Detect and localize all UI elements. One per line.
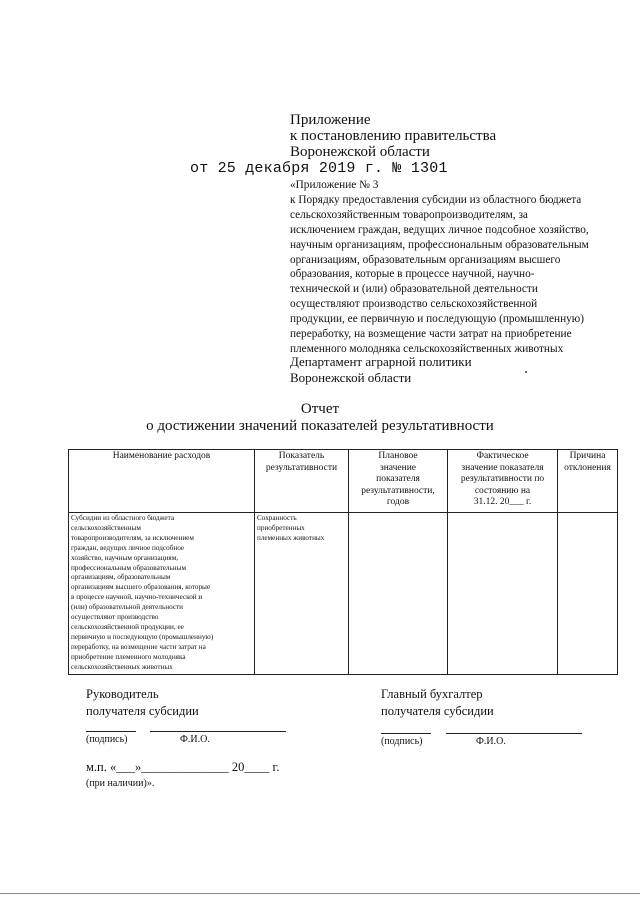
cell-planned-value [349,513,448,675]
expense-text-line: организациям, образовательным [71,573,171,582]
signature-caption: (подпись) [381,736,423,747]
expense-text-line: приобретение племенного молодняка [71,652,186,661]
report-title: Отчет [300,401,340,417]
expense-text-line: сельскохозяйственной продукции, ее [71,622,184,631]
department-line-2: Воронежской области [290,370,412,385]
signature-caption: (подпись) [86,734,128,745]
name-line [446,733,582,734]
results-table [68,449,618,675]
header-text-line: Плановое [378,451,418,461]
region-name: Воронежской области [290,144,430,160]
header-text-line: результативности по [460,474,545,485]
indicator-text-line: племенных животных [257,533,325,542]
cell-indicator [255,513,349,675]
appendix-text-line: научным организациям, профессиональным образовательным [290,238,589,251]
appendix-title: «Приложение № 3 [290,179,379,191]
expense-text-line: в процессе научной, научно-технической и [71,593,203,602]
cell-expense-name [69,513,255,675]
appendix-text-line: продукции, ее первичную и последующую (промышленную) [290,313,584,326]
name-caption: Ф.И.О. [180,734,210,745]
signatory-accountant-org: получателя субсидии [381,704,494,718]
header-deviation-reason [558,450,618,513]
header-text-line: результативности, [361,485,435,496]
expense-text-line: сельскохозяйственных животных [71,662,173,671]
header-text-line: состоянию на [474,485,531,496]
indicator-text-line: приобретенных [257,523,305,532]
expense-text-line: граждан, ведущих личное подсобное [71,543,185,552]
department-line-1: Департамент аграрной политики [290,354,472,369]
expense-text-line: осуществляют производство [71,613,159,622]
appendix-text-line: технической и (или) образовательной деятельности [290,283,538,296]
appendix-block [290,178,620,357]
expense-text-line: первичную и последующую (промышленную) [71,632,214,641]
header-expense-name [69,450,255,513]
appendix-text [290,193,620,357]
header-text-line: Показатель [278,451,325,461]
page-bottom-rule [0,893,640,894]
expense-text-line: организациям высшего образования, которые [71,583,211,592]
stamp-note: (при наличии)». [86,778,155,789]
expense-text-line: (или) образовательной деятельности [71,603,184,612]
header-planned-value [349,450,448,513]
expense-text-line: переработку, на возмещение части затрат на [71,642,206,651]
appendix-text-line: к Порядку предоставления субсидии из областного бюджета [290,193,582,206]
expense-text-line: Субсидии из областного бюджета [71,514,175,522]
header-text-line: показателя [376,474,420,485]
appendix-text-line: сельскохозяйственным товаропроизводителям, за [290,208,528,221]
scan-speck [525,371,527,373]
header-text-line: Причина [569,451,606,461]
name-caption: Ф.И.О. [476,736,506,747]
report-subtitle: о достижении значений показателей результативности [146,418,494,434]
expense-text-line: сельскохозяйственным [71,523,141,532]
header-text-line: значение [379,462,417,473]
appendix-text-line: осуществляют производство сельскохозяйственной [290,298,538,311]
appendix-text-line: переработку, на возмещение части затрат на приобретение [290,328,572,341]
signatory-head-title: Руководитель [86,687,159,701]
header-actual-value [448,450,558,513]
name-line [150,731,286,732]
appendix-text-line: организациям, образовательным организациям высшего [290,253,561,266]
expense-text-line: хозяйство, научным организациям, [71,553,179,562]
expense-text-line: товаропроизводителям, за исключением [71,533,194,542]
cell-actual-value [448,513,558,675]
header-indicator [255,450,349,513]
table-header-row [69,450,618,513]
table-row [69,513,618,675]
appendix-text-line: образования, которые в процессе научной, научно- [290,268,535,281]
header-text-line: Наименование расходов [112,451,211,461]
appendix-text-line: исключением граждан, ведущих личное подсобное хозяйство, [290,223,589,236]
expense-text-line: профессиональным образовательным [71,563,187,572]
header-text-line: результативности [265,462,338,473]
header-text-line: Фактическое [476,451,529,461]
resolution-reference: к постановлению правительства [290,128,497,144]
resolution-date-number: от 25 декабря 2019 г. № 1301 [190,160,448,177]
attachment-label: Приложение [290,112,371,128]
header-text-line: годов [386,497,410,508]
header-text-line: 31.12. 20___ г. [473,497,532,508]
header-text-line: значение показателя [461,462,544,473]
stamp-date-line: м.п. «___»______________ 20____ г. [86,760,280,774]
cell-deviation-reason [558,513,618,675]
appendix-text-line: племенного молодняка сельскохозяйственных животных [290,342,564,355]
header-text-line: отклонения [564,462,611,473]
indicator-text-line: Сохранность [257,514,297,522]
signatory-accountant-title: Главный бухгалтер [381,687,483,701]
signatory-head-org: получателя субсидии [86,704,199,718]
